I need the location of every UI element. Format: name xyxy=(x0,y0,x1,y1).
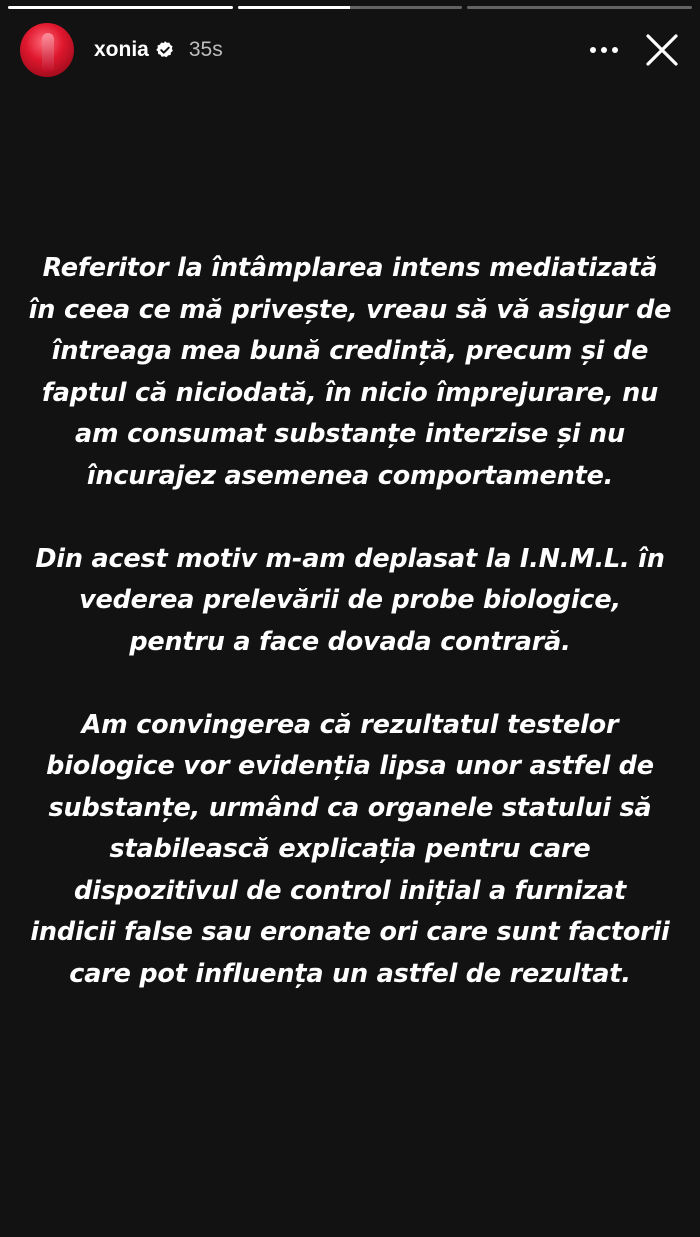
story-text-line: faptul că niciodată, în nicio împrejurare, nu xyxy=(41,377,659,408)
story-paragraph-1 xyxy=(8,248,692,497)
more-horizontal-icon[interactable] xyxy=(582,28,626,72)
story-text-line: Din acest motiv m-am deplasat la I.N.M.L. în xyxy=(35,543,665,574)
story-progress-segment-2 xyxy=(238,6,463,9)
story-progress-bar xyxy=(8,6,692,10)
story-text-line: care pot influența un astfel de rezultat. xyxy=(69,958,631,989)
story-paragraph-2 xyxy=(8,539,692,664)
story-text-line: pentru a face dovada contrară. xyxy=(129,626,571,657)
story-text-line: am consumat substanțe interzise și nu xyxy=(75,419,625,449)
story-text-line: Referitor la întâmplarea intens mediatizată xyxy=(42,253,658,283)
avatar[interactable] xyxy=(20,23,74,77)
story-header xyxy=(20,22,684,78)
close-icon[interactable] xyxy=(640,28,684,72)
story-text-line: indicii false sau eronate ori care sunt factorii xyxy=(30,917,670,947)
story-text-line: dispozitivul de control inițial a furnizat xyxy=(73,875,626,906)
username[interactable]: xonia xyxy=(94,38,149,61)
story-text-line: vederea prelevării de probe biologice, xyxy=(79,585,621,615)
story-text-line: stabilească explicația pentru care xyxy=(109,834,591,864)
story-text-line: în ceea ce mă privește, vreau să vă asigur de xyxy=(28,294,672,325)
story-text-line: biologice vor evidenția lipsa unor astfel de xyxy=(46,751,654,781)
verified-badge-icon xyxy=(155,40,175,60)
story-text xyxy=(8,248,692,1037)
story-text-line: întreaga mea bună credință, precum și de xyxy=(51,336,649,366)
story-text-line: substanțe, urmând ca organele statului să xyxy=(48,792,652,823)
story-progress-segment-1 xyxy=(8,6,233,9)
story-text-line: Am convingerea că rezultatul testelor xyxy=(81,709,619,740)
story-timestamp: 35s xyxy=(188,38,223,61)
story-text-line: încurajez asemenea comportamente. xyxy=(86,460,614,491)
story-paragraph-3 xyxy=(8,705,692,996)
story-progress-segment-3 xyxy=(467,6,692,9)
